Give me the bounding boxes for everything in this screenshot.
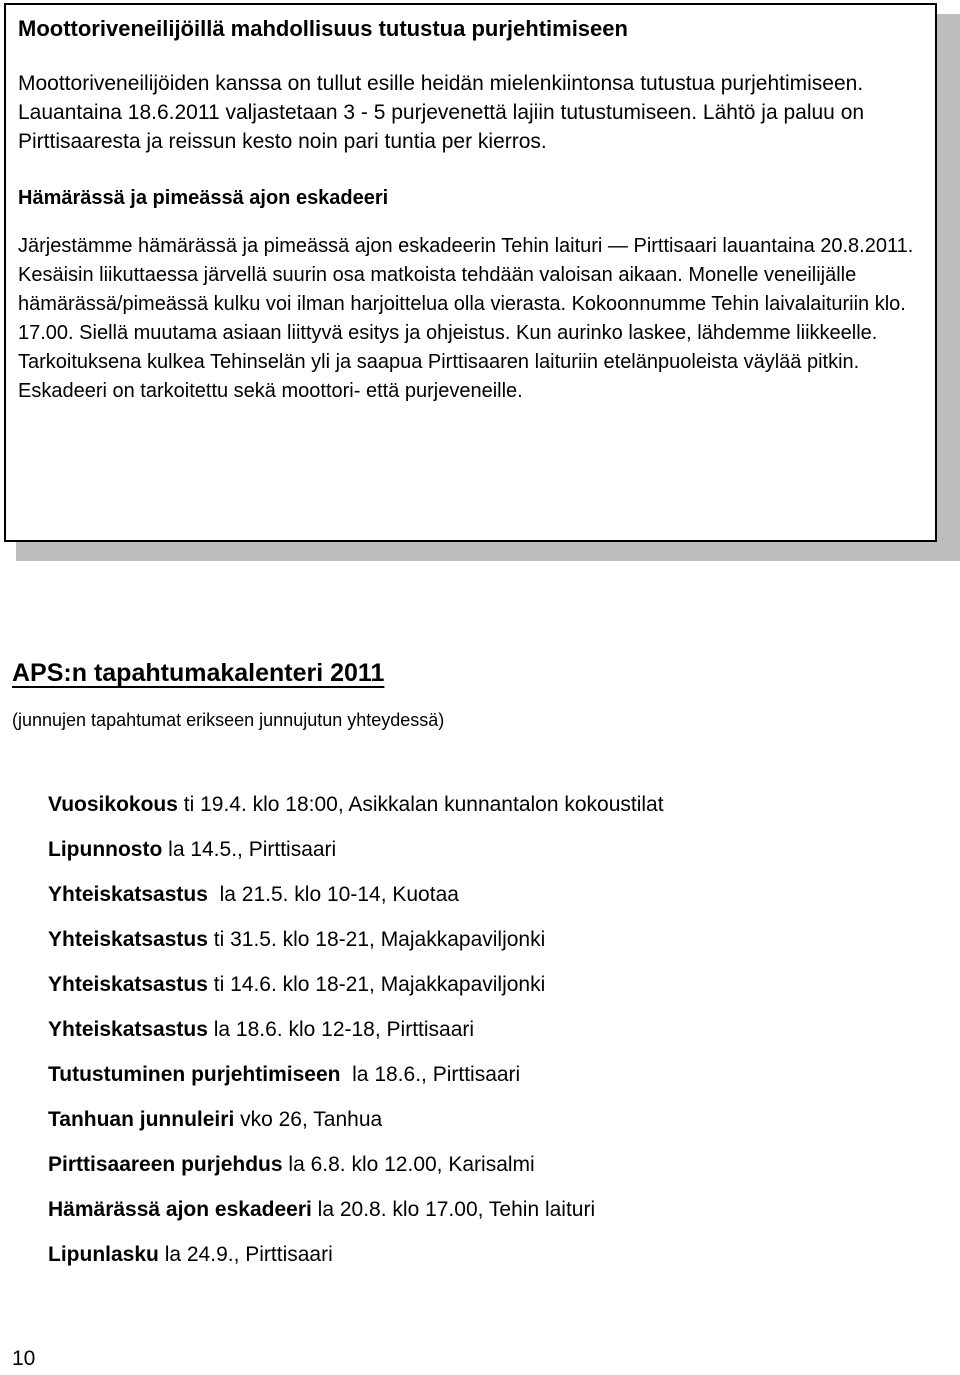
section-heading: Hämärässä ja pimeässä ajon eskadeeri xyxy=(18,187,389,209)
event-details: ti 19.4. klo 18:00, Asikkalan kunnantalon kokoustilat xyxy=(177,793,664,816)
event-details: la 18.6., Pirttisaari xyxy=(340,1063,521,1086)
event-list xyxy=(48,788,664,1283)
event-item xyxy=(48,1193,664,1238)
event-name: Yhteiskatsastus xyxy=(48,1018,208,1041)
event-details: ti 31.5. klo 18-21, Majakkapaviljonki xyxy=(207,928,546,951)
event-item xyxy=(48,1148,664,1193)
event-details: la 20.8. klo 17.00, Tehin laituri xyxy=(311,1198,596,1221)
calendar-title: APS:n tapahtumakalenteri 2011 xyxy=(12,659,385,687)
event-item xyxy=(48,1238,664,1283)
event-name: Lipunnosto xyxy=(48,838,163,861)
event-item xyxy=(48,788,664,833)
event-details: vko 26, Tanhua xyxy=(234,1108,383,1131)
page-number: 10 xyxy=(12,1347,36,1370)
calendar-subtitle: (junnujen tapahtumat erikseen junnujutun yhteydessä) xyxy=(12,710,445,730)
article-paragraph-2: Järjestämme hämärässä ja pimeässä ajon eskadeerin Tehin laituri — Pirttisaari lauantaina 20.8.2011. Kesäisin liikuttaessa järvellä suurin osa matkoista tehdään valoisan aikaan. Monelle veneilijälle hämärässä/pimeässä kulku voi ilman harjoittelua olla vierasta. Kokoonnumme Tehin laivalaituriin klo. 17.00. Siellä muutama asiaan liittyvä esitys ja ohjeistus. Kun aurinko laskee, lähdemme liikkeelle. Tarkoituksena kulkea Tehinselän yli ja saapua Pirttisaaren laituriin etelänpuoleista väylää pitkin. Eskadeeri on tarkoitettu sekä moottori- että purjeveneille. xyxy=(18,235,914,402)
article-paragraph-1: Moottoriveneilijöiden kanssa on tullut esille heidän mielenkiintonsa tutustua purjehtimiseen. Lauantaina 18.6.2011 valjastetaan 3 - 5 purjevenettä lajiin tutustumiseen. Lähtö ja paluu on Pirttisaaresta ja reissun kesto noin pari tuntia per kierros. xyxy=(18,72,865,153)
event-name: Tanhuan junnuleiri xyxy=(48,1108,235,1131)
event-details: la 6.8. klo 12.00, Karisalmi xyxy=(282,1153,535,1176)
event-name: Tutustuminen purjehtimiseen xyxy=(48,1063,341,1086)
event-item xyxy=(48,968,664,1013)
event-name: Yhteiskatsastus xyxy=(48,883,208,906)
event-details: ti 14.6. klo 18-21, Majakkapaviljonki xyxy=(207,973,546,996)
event-details: la 21.5. klo 10-14, Kuotaa xyxy=(207,883,459,906)
event-name: Pirttisaareen purjehdus xyxy=(48,1153,283,1176)
event-name: Lipunlasku xyxy=(48,1243,159,1266)
event-item xyxy=(48,1013,664,1058)
event-item xyxy=(48,1103,664,1148)
event-item xyxy=(48,1058,664,1103)
event-item xyxy=(48,833,664,878)
event-details: la 24.9., Pirttisaari xyxy=(158,1243,333,1266)
event-details: la 18.6. klo 12-18, Pirttisaari xyxy=(207,1018,475,1041)
event-name: Yhteiskatsastus xyxy=(48,928,208,951)
event-name: Vuosikokous xyxy=(48,793,178,816)
event-item xyxy=(48,878,664,923)
article-title: Moottoriveneilijöillä mahdollisuus tutustua purjehtimiseen xyxy=(18,16,628,41)
event-name: Yhteiskatsastus xyxy=(48,973,208,996)
event-name: Hämärässä ajon eskadeeri xyxy=(48,1198,312,1221)
event-details: la 14.5., Pirttisaari xyxy=(162,838,337,861)
article-box xyxy=(4,3,937,542)
event-item xyxy=(48,923,664,968)
